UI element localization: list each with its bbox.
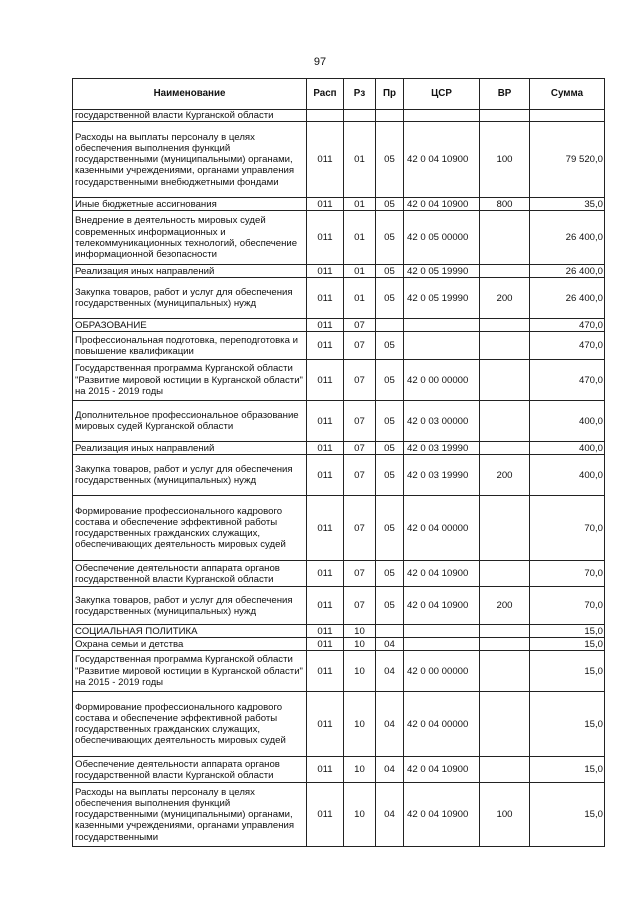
cell-rasp: 011	[307, 319, 344, 332]
cell-rasp: 011	[307, 265, 344, 278]
cell-pr: 05	[376, 401, 404, 442]
cell-sum: 15,0	[530, 638, 605, 651]
cell-csr: 42 0 03 19990	[404, 442, 480, 455]
header-name: Наименование	[73, 79, 307, 110]
budget-table	[72, 78, 605, 847]
cell-pr: 05	[376, 265, 404, 278]
cell-pr: 05	[376, 587, 404, 625]
cell-name: Обеспечение деятельности аппарата органов государственной власти Курганской области	[73, 561, 307, 587]
header-rz: Рз	[344, 79, 376, 110]
table-row	[73, 198, 605, 211]
cell-name: Государственная программа Курганской области "Развитие мировой юстиции в Курганской области" на 2015 - 2019 годы	[73, 360, 307, 401]
cell-name: Профессиональная подготовка, переподготовка и повышение квалификации	[73, 332, 307, 360]
cell-rasp: 011	[307, 651, 344, 692]
cell-pr: 04	[376, 783, 404, 847]
cell-pr: 04	[376, 692, 404, 757]
cell-pr: 05	[376, 211, 404, 265]
cell-pr: 04	[376, 651, 404, 692]
cell-pr	[376, 319, 404, 332]
cell-sum: 70,0	[530, 496, 605, 561]
table-header-row	[73, 79, 605, 110]
cell-pr	[376, 625, 404, 638]
cell-name: Формирование профессионального кадрового состава и обеспечение эффективной работы государственных гражданских служащих, обеспечивающих деятельность мировых судей	[73, 692, 307, 757]
cell-rz: 07	[344, 587, 376, 625]
cell-rz: 10	[344, 757, 376, 783]
cell-csr: 42 0 04 10900	[404, 122, 480, 198]
cell-name: Закупка товаров, работ и услуг для обеспечения государственных (муниципальных) нужд	[73, 587, 307, 625]
cell-vr	[480, 360, 530, 401]
cell-rasp: 011	[307, 455, 344, 496]
cell-rasp: 011	[307, 561, 344, 587]
cell-name: ОБРАЗОВАНИЕ	[73, 319, 307, 332]
table-row	[73, 401, 605, 442]
cell-pr: 05	[376, 198, 404, 211]
cell-rasp: 011	[307, 442, 344, 455]
cell-csr: 42 0 00 00000	[404, 360, 480, 401]
cell-rz: 07	[344, 319, 376, 332]
cell-vr	[480, 651, 530, 692]
cell-rz: 01	[344, 278, 376, 319]
cell-name: Закупка товаров, работ и услуг для обеспечения государственных (муниципальных) нужд	[73, 278, 307, 319]
table-row	[73, 211, 605, 265]
cell-vr: 100	[480, 783, 530, 847]
cell-csr	[404, 638, 480, 651]
cell-name: Реализация иных направлений	[73, 442, 307, 455]
cell-sum	[530, 110, 605, 122]
cell-vr: 100	[480, 122, 530, 198]
cell-vr	[480, 561, 530, 587]
cell-csr: 42 0 04 10900	[404, 198, 480, 211]
cell-rasp: 011	[307, 783, 344, 847]
cell-sum: 470,0	[530, 319, 605, 332]
cell-name: Охрана семьи и детства	[73, 638, 307, 651]
table-row	[73, 692, 605, 757]
cell-rasp: 011	[307, 757, 344, 783]
table-row	[73, 332, 605, 360]
header-vr: ВР	[480, 79, 530, 110]
cell-rz: 07	[344, 332, 376, 360]
cell-rasp: 011	[307, 278, 344, 319]
table-row	[73, 110, 605, 122]
cell-rasp: 011	[307, 401, 344, 442]
cell-pr: 04	[376, 638, 404, 651]
cell-vr: 800	[480, 198, 530, 211]
cell-rz: 07	[344, 455, 376, 496]
cell-sum: 70,0	[530, 587, 605, 625]
cell-csr: 42 0 04 00000	[404, 496, 480, 561]
cell-csr: 42 0 05 19990	[404, 278, 480, 319]
cell-rasp: 011	[307, 496, 344, 561]
cell-vr	[480, 625, 530, 638]
table-row	[73, 783, 605, 847]
cell-sum: 15,0	[530, 651, 605, 692]
cell-pr: 05	[376, 442, 404, 455]
cell-sum: 70,0	[530, 561, 605, 587]
cell-rz	[344, 110, 376, 122]
cell-rasp: 011	[307, 122, 344, 198]
cell-rz: 10	[344, 638, 376, 651]
cell-csr	[404, 110, 480, 122]
cell-rz: 07	[344, 496, 376, 561]
cell-sum: 79 520,0	[530, 122, 605, 198]
cell-pr: 05	[376, 496, 404, 561]
table-row	[73, 587, 605, 625]
page-number: 97	[313, 56, 327, 68]
cell-rz: 07	[344, 401, 376, 442]
cell-pr: 05	[376, 122, 404, 198]
cell-name: Дополнительное профессиональное образование мировых судей Курганской области	[73, 401, 307, 442]
cell-vr: 200	[480, 278, 530, 319]
table-row	[73, 455, 605, 496]
cell-rasp: 011	[307, 211, 344, 265]
cell-rz: 01	[344, 265, 376, 278]
cell-name: Государственная программа Курганской области "Развитие мировой юстиции в Курганской области" на 2015 - 2019 годы	[73, 651, 307, 692]
cell-rasp: 011	[307, 638, 344, 651]
table-row	[73, 278, 605, 319]
cell-csr: 42 0 04 10900	[404, 561, 480, 587]
cell-name: СОЦИАЛЬНАЯ ПОЛИТИКА	[73, 625, 307, 638]
cell-rasp: 011	[307, 332, 344, 360]
cell-name: Формирование профессионального кадрового состава и обеспечение эффективной работы государственных гражданских служащих, обеспечивающих деятельность мировых судей	[73, 496, 307, 561]
table-row	[73, 496, 605, 561]
cell-name: Закупка товаров, работ и услуг для обеспечения государственных (муниципальных) нужд	[73, 455, 307, 496]
cell-name: Расходы на выплаты персоналу в целях обеспечения выполнения функций государственными (муниципальными) органами, казенными учреждениями, органами управления государственными внебюджетными фондами	[73, 122, 307, 198]
table-row	[73, 638, 605, 651]
cell-rasp: 011	[307, 587, 344, 625]
cell-sum: 15,0	[530, 625, 605, 638]
cell-rasp: 011	[307, 198, 344, 211]
table-row	[73, 265, 605, 278]
header-sum: Сумма	[530, 79, 605, 110]
cell-vr	[480, 319, 530, 332]
cell-csr	[404, 319, 480, 332]
header-csr: ЦСР	[404, 79, 480, 110]
cell-name: Внедрение в деятельность мировых судей современных информационных и телекоммуникационных технологий, обеспечение информационной безопасности	[73, 211, 307, 265]
cell-rz: 01	[344, 211, 376, 265]
cell-vr	[480, 442, 530, 455]
cell-vr	[480, 496, 530, 561]
cell-csr: 42 0 05 19990	[404, 265, 480, 278]
cell-sum: 26 400,0	[530, 211, 605, 265]
cell-sum: 400,0	[530, 455, 605, 496]
cell-vr: 200	[480, 455, 530, 496]
table-row	[73, 442, 605, 455]
cell-pr: 05	[376, 455, 404, 496]
cell-csr: 42 0 05 00000	[404, 211, 480, 265]
cell-sum: 26 400,0	[530, 265, 605, 278]
cell-name: государственной власти Курганской области	[73, 110, 307, 122]
cell-csr	[404, 332, 480, 360]
cell-rz: 10	[344, 783, 376, 847]
cell-rz: 01	[344, 198, 376, 211]
cell-pr: 05	[376, 360, 404, 401]
table-row	[73, 319, 605, 332]
cell-pr: 05	[376, 278, 404, 319]
cell-csr: 42 0 04 10900	[404, 587, 480, 625]
cell-name: Обеспечение деятельности аппарата органов государственной власти Курганской области	[73, 757, 307, 783]
table-row	[73, 651, 605, 692]
cell-pr: 05	[376, 561, 404, 587]
cell-rasp: 011	[307, 360, 344, 401]
table-row	[73, 360, 605, 401]
cell-sum: 470,0	[530, 360, 605, 401]
cell-rz: 10	[344, 692, 376, 757]
cell-vr	[480, 638, 530, 651]
cell-csr: 42 0 04 00000	[404, 692, 480, 757]
cell-sum: 15,0	[530, 692, 605, 757]
table-row	[73, 625, 605, 638]
cell-rz: 07	[344, 360, 376, 401]
cell-vr	[480, 211, 530, 265]
cell-sum: 15,0	[530, 783, 605, 847]
cell-sum: 400,0	[530, 442, 605, 455]
cell-rz: 07	[344, 561, 376, 587]
cell-rz: 01	[344, 122, 376, 198]
cell-rasp: 011	[307, 692, 344, 757]
cell-vr	[480, 265, 530, 278]
cell-vr	[480, 757, 530, 783]
cell-vr	[480, 110, 530, 122]
cell-csr: 42 0 04 10900	[404, 783, 480, 847]
cell-rz: 10	[344, 651, 376, 692]
cell-csr: 42 0 03 00000	[404, 401, 480, 442]
cell-name: Иные бюджетные ассигнования	[73, 198, 307, 211]
cell-pr: 04	[376, 757, 404, 783]
cell-sum: 470,0	[530, 332, 605, 360]
cell-rz: 10	[344, 625, 376, 638]
cell-pr: 05	[376, 332, 404, 360]
cell-rz: 07	[344, 442, 376, 455]
cell-vr	[480, 692, 530, 757]
cell-sum: 400,0	[530, 401, 605, 442]
cell-vr: 200	[480, 587, 530, 625]
cell-name: Реализация иных направлений	[73, 265, 307, 278]
header-rasp: Расп	[307, 79, 344, 110]
table-row	[73, 561, 605, 587]
table-row	[73, 122, 605, 198]
cell-rasp: 011	[307, 625, 344, 638]
cell-csr: 42 0 03 19990	[404, 455, 480, 496]
cell-csr	[404, 625, 480, 638]
header-pr: Пр	[376, 79, 404, 110]
cell-csr: 42 0 00 00000	[404, 651, 480, 692]
cell-sum: 35,0	[530, 198, 605, 211]
cell-name: Расходы на выплаты персоналу в целях обеспечения выполнения функций государственными (муниципальными) органами, казенными учреждениями, органами управления государственными	[73, 783, 307, 847]
cell-csr: 42 0 04 10900	[404, 757, 480, 783]
cell-sum: 15,0	[530, 757, 605, 783]
table-row	[73, 757, 605, 783]
cell-vr	[480, 401, 530, 442]
cell-vr	[480, 332, 530, 360]
cell-pr	[376, 110, 404, 122]
cell-rasp	[307, 110, 344, 122]
cell-sum: 26 400,0	[530, 278, 605, 319]
